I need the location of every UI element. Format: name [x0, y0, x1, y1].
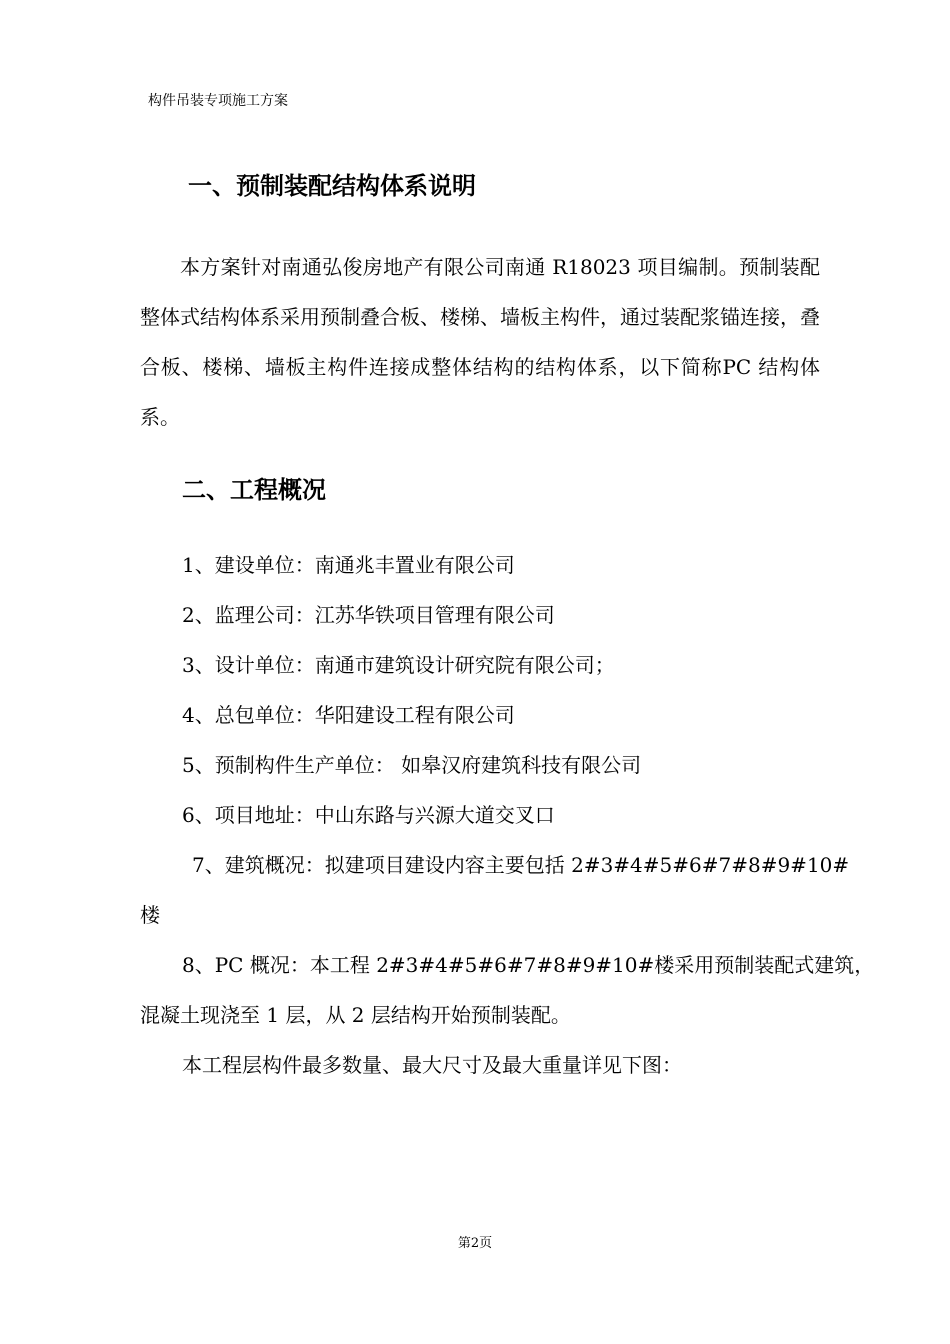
figure-intro-text: 本工程层构件最多数量、最大尺寸及最大重量详见下图： [182, 1053, 682, 1077]
list-item-construction-unit: 1、建设单位：南通兆丰置业有限公司 [182, 553, 515, 577]
list-item-general-contractor: 4、总包单位：华阳建设工程有限公司 [182, 703, 515, 727]
list-item-building-overview-cont: 楼 [140, 903, 160, 927]
list-item-building-overview: 7、建筑概况：拟建项目建设内容主要包括 2#3#4#5#6#7#8#9#10# [192, 853, 850, 877]
list-item-design-unit: 3、设计单位：南通市建筑设计研究院有限公司； [182, 653, 615, 677]
list-item-pc-overview-cont: 混凝土现浇至 1 层，从 2 层结构开始预制装配。 [140, 1003, 571, 1027]
page-header: 构件吊装专项施工方案 [148, 93, 288, 109]
page-number: 第2页 [457, 1236, 493, 1251]
list-item-precast-producer: 5、预制构件生产单位： 如皋汉府建筑科技有限公司 [182, 753, 642, 777]
list-item-project-address: 6、项目地址：中山东路与兴源大道交叉口 [182, 803, 555, 827]
section1-title: 一、预制装配结构体系说明 [188, 172, 476, 200]
list-item-pc-overview: 8、PC 概况：本工程 2#3#4#5#6#7#8#9#10#楼采用预制装配式建筑， [182, 953, 875, 977]
section1-paragraph: 本方案针对南通弘俊房地产有限公司南通 R18023 项目编制。预制装配整体式结构体系采用预制叠合板、楼梯、墙板主构件，通过装配浆锚连接，叠合板、楼梯、墙板主构件连接成整体结构的结构体系，以下简称PC 结构体系。 [140, 255, 820, 429]
list-item-supervision: 2、监理公司：江苏华铁项目管理有限公司 [182, 603, 555, 627]
section2-title: 二、工程概况 [182, 476, 326, 504]
